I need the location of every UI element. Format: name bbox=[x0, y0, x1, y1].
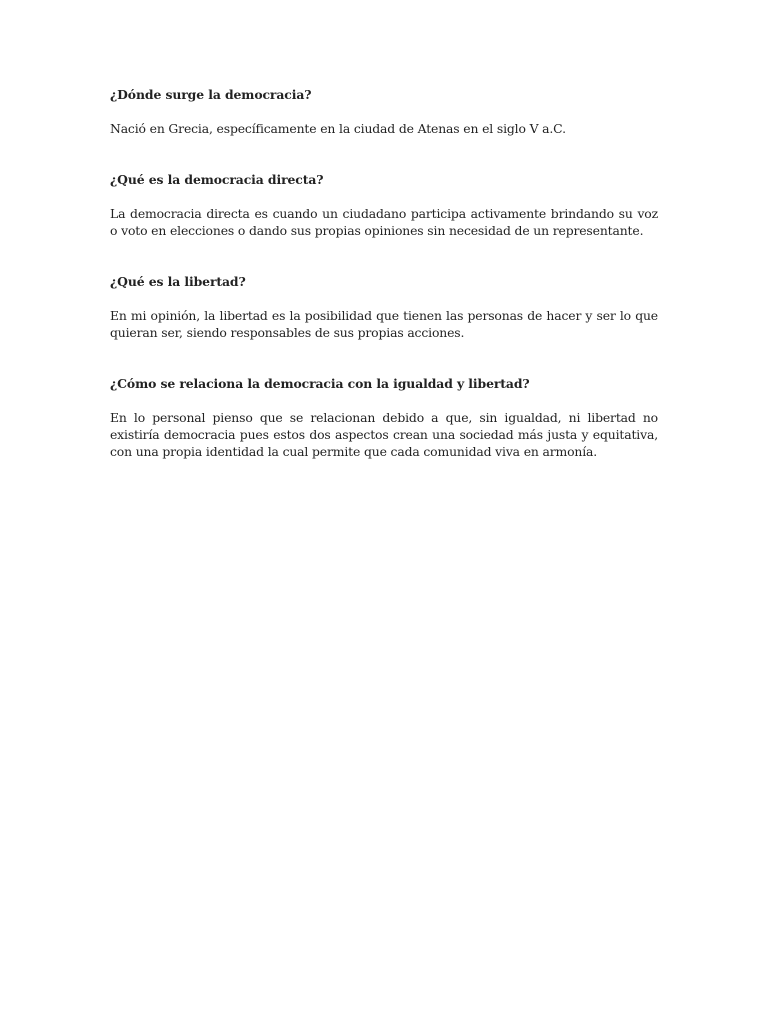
answer-paragraph: En lo personal pienso que se relacionan debido a que, sin igualdad, ni libertad no existiría democracia pues estos dos aspectos crean una sociedad más justa y equitativa, con una propia identidad la cual permite que cada comunidad viva en armonía. bbox=[110, 410, 658, 459]
answer-paragraph: La democracia directa es cuando un ciudadano participa activamente brindando su voz o voto en elecciones o dando sus propias opiniones sin necesidad de un representante. bbox=[110, 206, 658, 238]
question-heading: ¿Dónde surge la democracia? bbox=[110, 87, 312, 102]
qa-section-direct-democracy bbox=[110, 171, 658, 239]
qa-section-origin bbox=[110, 86, 658, 137]
qa-section-relation bbox=[110, 375, 658, 460]
answer-paragraph: En mi opinión, la libertad es la posibilidad que tienen las personas de hacer y ser lo que quieran ser, siendo responsables de sus propias acciones. bbox=[110, 308, 658, 340]
question-heading: ¿Qué es la libertad? bbox=[110, 274, 246, 289]
question-heading: ¿Cómo se relaciona la democracia con la igualdad y libertad? bbox=[110, 376, 530, 391]
question-heading: ¿Qué es la democracia directa? bbox=[110, 172, 324, 187]
qa-section-liberty bbox=[110, 273, 658, 341]
answer-paragraph: Nació en Grecia, específicamente en la ciudad de Atenas en el siglo V a.C. bbox=[110, 121, 566, 136]
document-body bbox=[110, 86, 658, 460]
